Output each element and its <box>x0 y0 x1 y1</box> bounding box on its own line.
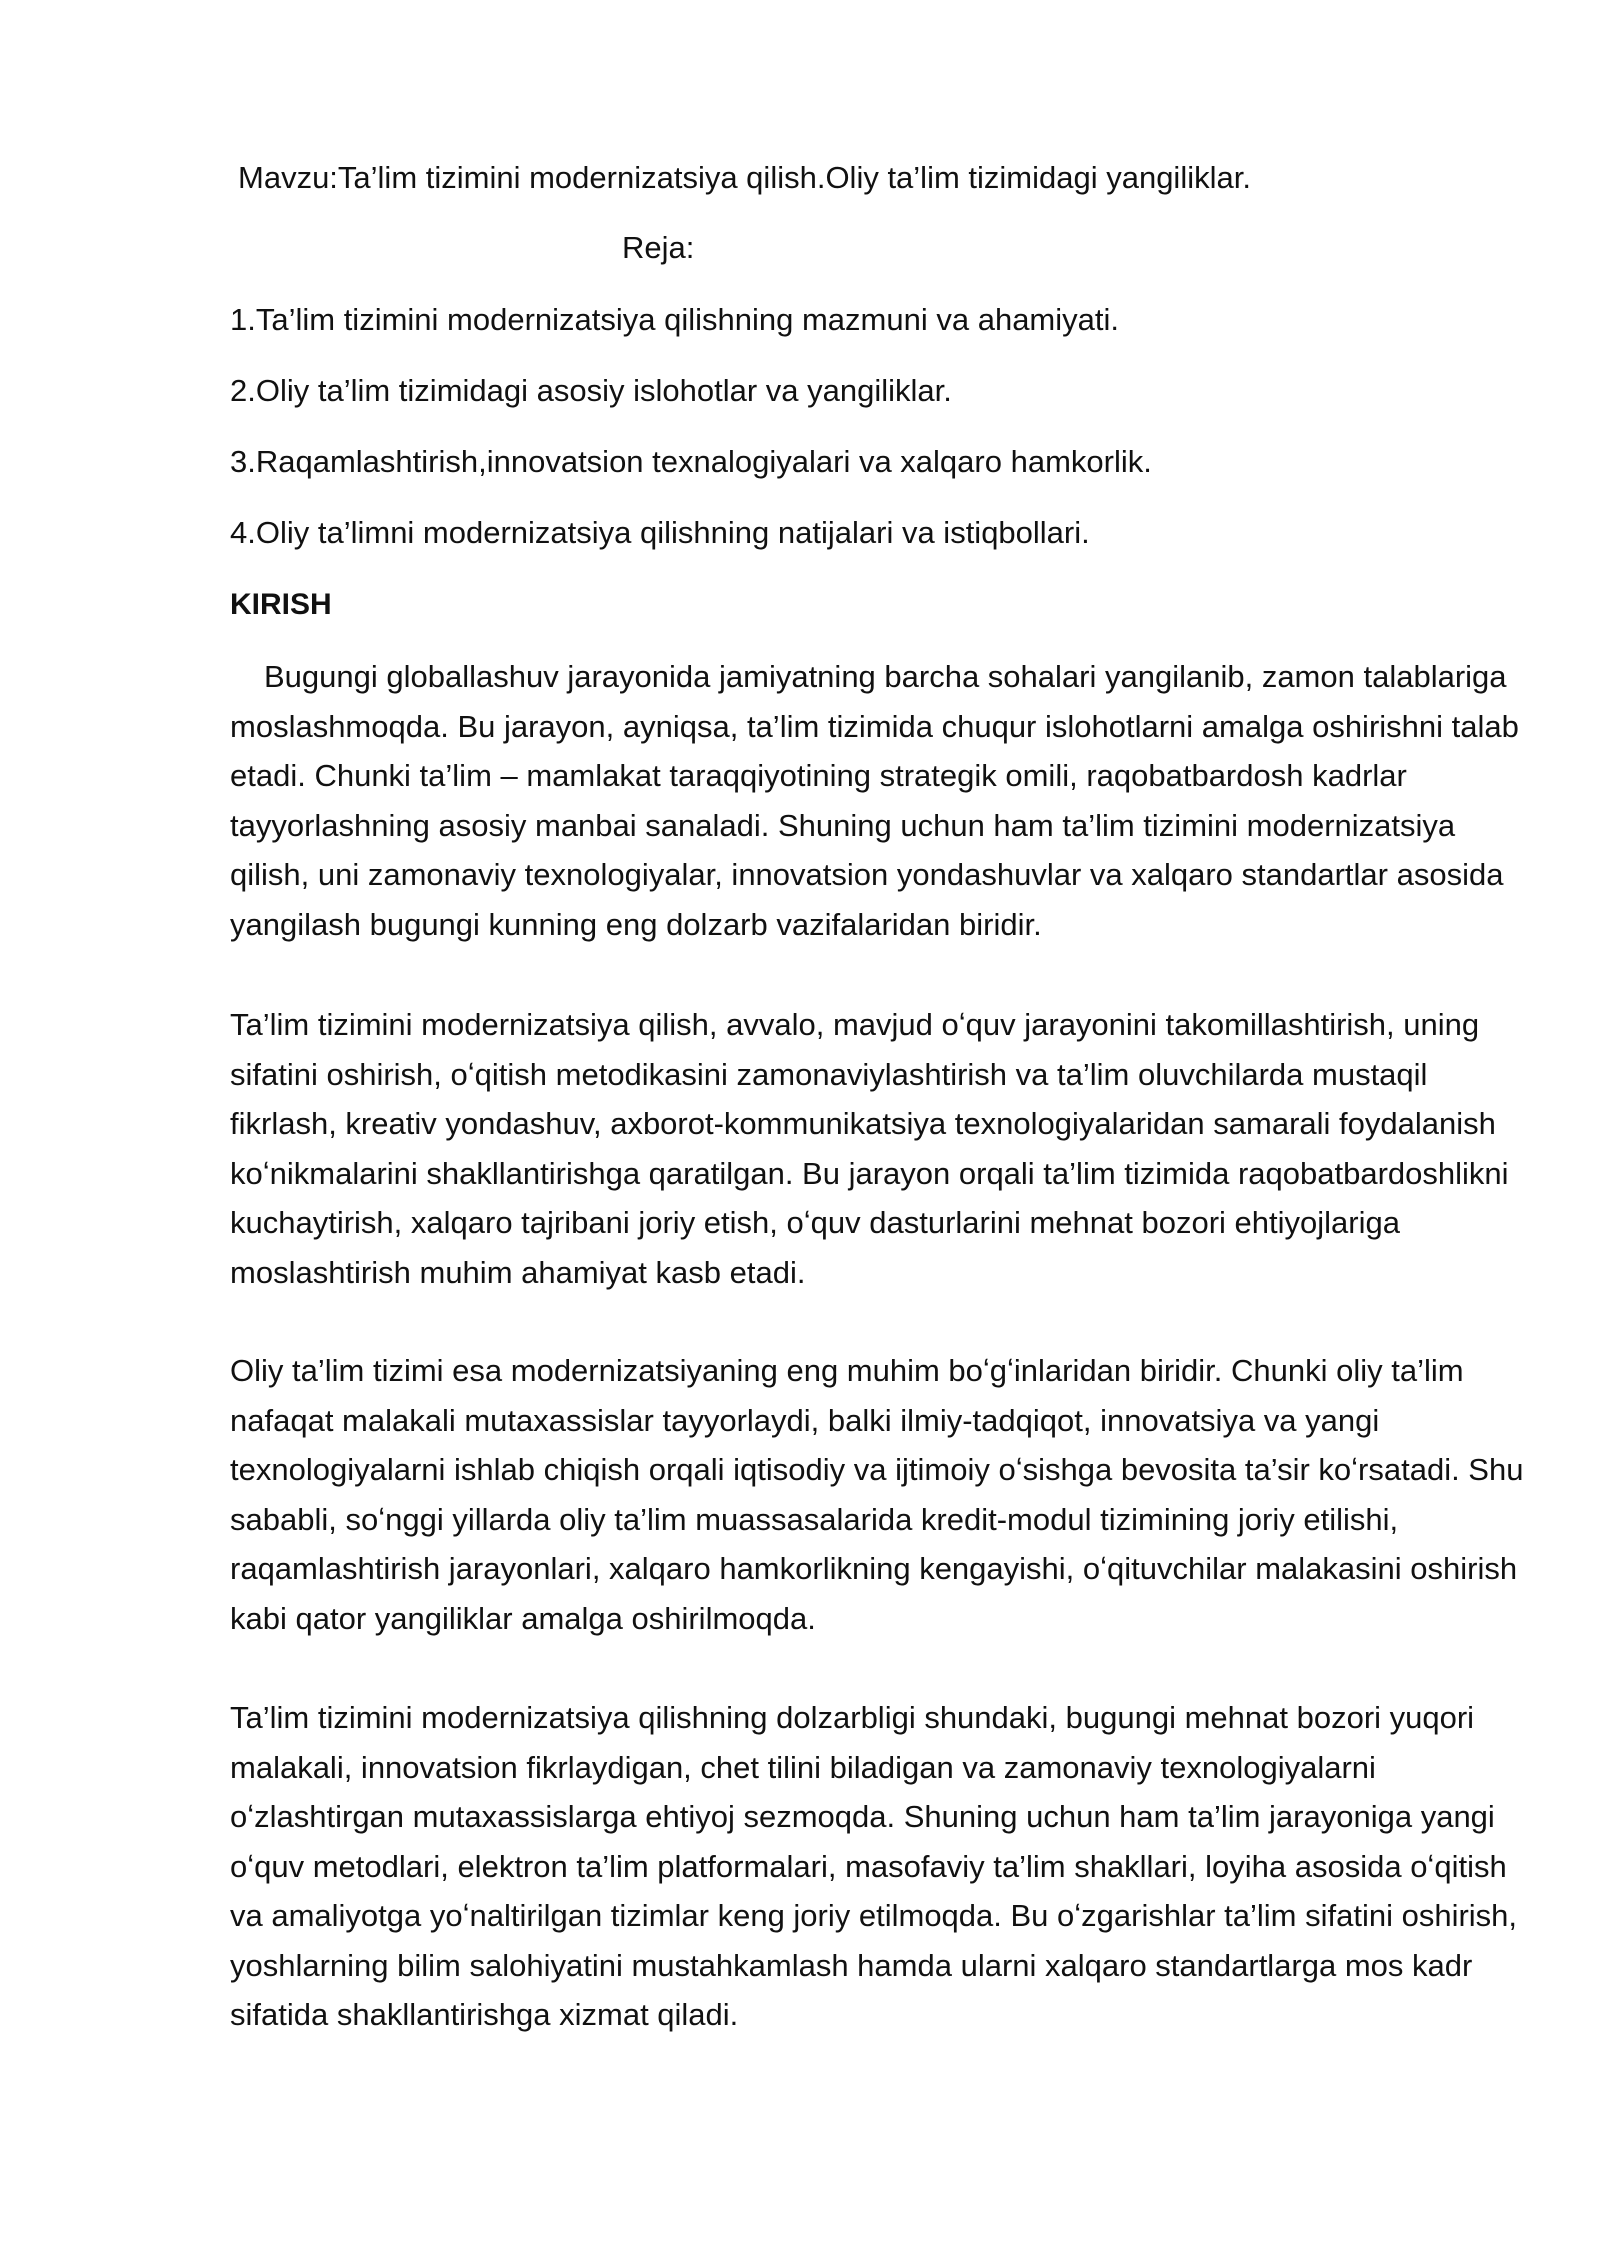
section-heading: KIRISH <box>230 588 332 621</box>
plan-item: 1.Ta’lim tizimini modernizatsiya qilishning mazmuni va ahamiyati. <box>230 302 1119 337</box>
body-paragraph: Oliy ta’lim tizimi esa modernizatsiyaning eng muhim boʻgʻinlaridan biridir. Chunki oliy ta’lim nafaqat malakali mutaxassislar tayyorlaydi, balki ilmiy-tadqiqot, innovatsiya va yangi texnologiyalarni ishlab chiqish orqali iqtisodiy va ijtimoiy oʻsishga bevosita ta’sir koʻrsatadi. Shu sababli, soʻnggi yillarda oliy ta’lim muassasalarida kredit-modul tizimining joriy etilishi, raqamlashtirish jarayonlari, xalqaro hamkorlikning kengayishi, oʻqituvchilar malakasini oshirish kabi qator yangiliklar amalga oshirilmoqda. <box>230 1353 1524 1636</box>
document-title: Mavzu:Ta’lim tizimini modernizatsiya qilish.Oliy ta’lim tizimidagi yangiliklar. <box>238 160 1251 195</box>
plan-item: 4.Oliy ta’limni modernizatsiya qilishning natijalari va istiqbollari. <box>230 515 1090 550</box>
body-paragraph: Ta’lim tizimini modernizatsiya qilishning dolzarbligi shundaki, bugungi mehnat bozori yuqori malakali, innovatsion fikrlaydigan, chet tilini biladigan va zamonaviy texnologiyalarni oʻzlashtirgan mutaxassislarga ehtiyoj sezmoqda. Shuning uchun ham ta’lim jarayoniga yangi oʻquv metodlari, elektron ta’lim platformalari, masofaviy ta’lim shakllari, loyiha asosida oʻqitish va amaliyotga yoʻnaltirilgan tizimlar keng joriy etilmoqda. Bu oʻzgarishlar ta’lim sifatini oshirish, yoshlarning bilim salohiyatini mustahkamlash hamda ularni xalqaro standartlarga mos kadr sifatida shakllantirishga xizmat qiladi. <box>230 1700 1518 2032</box>
plan-item: 3.Raqamlashtirish,innovatsion texnalogiyalari va xalqaro hamkorlik. <box>230 444 1152 479</box>
body-paragraph: Ta’lim tizimini modernizatsiya qilish, avvalo, mavjud oʻquv jarayonini takomillashtirish, uning sifatini oshirish, oʻqitish metodikasini zamonaviylashtirish va ta’lim oluvchilarda mustaqil fikrlash, kreativ yondashuv, axborot-kommunikatsiya texnologiyalaridan samarali foydalanish koʻnikmalarini shakllantirishga qaratilgan. Bu jarayon orqali ta’lim tizimida raqobatbardoshlikni kuchaytirish, xalqaro tajribani joriy etish, oʻquv dasturlarini mehnat bozori ehtiyojlariga moslashtirish muhim ahamiyat kasb etadi. <box>230 1007 1509 1290</box>
plan-heading: Reja: <box>622 230 695 265</box>
body-paragraph: Bugungi globallashuv jarayonida jamiyatning barcha sohalari yangilanib, zamon talablariga moslashmoqda. Bu jarayon, ayniqsa, ta’lim tizimida chuqur islohotlarni amalga oshirishni talab etadi. Chunki ta’lim – mamlakat taraqqiyotining strategik omili, raqobatbardosh kadrlar tayyorlashning asosiy manbai sanaladi. Shuning uchun ham ta’lim tizimini modernizatsiya qilish, uni zamonaviy texnologiyalar, innovatsion yondashuvlar va xalqaro standartlar asosida yangilash bugungi kunning eng dolzarb vazifalaridan biridir. <box>230 659 1519 942</box>
plan-item: 2.Oliy ta’lim tizimidagi asosiy islohotlar va yangiliklar. <box>230 373 952 408</box>
